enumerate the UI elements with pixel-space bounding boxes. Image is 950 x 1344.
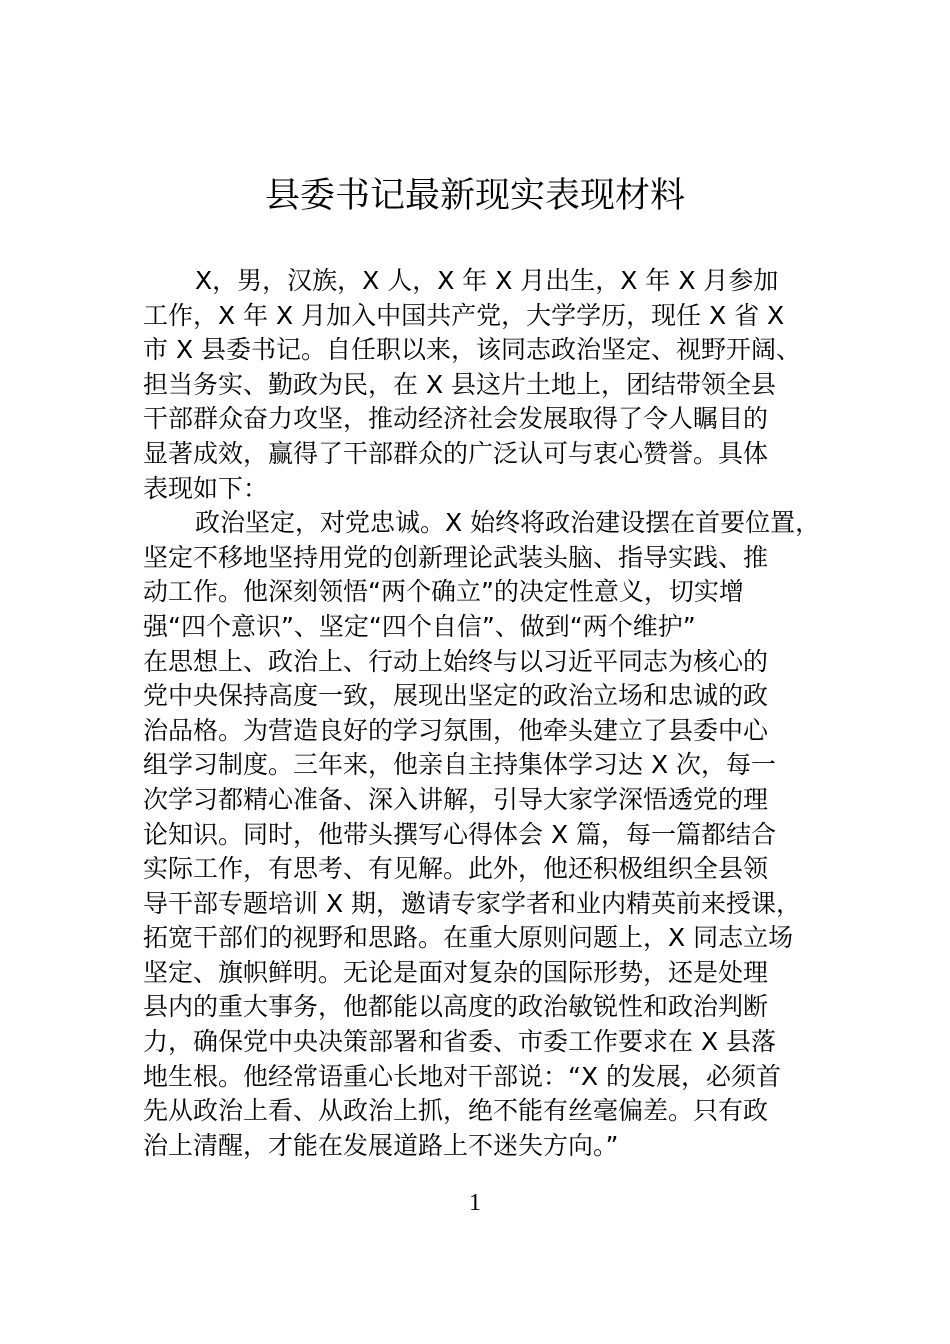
paragraph-line: 坚定、旗帜鲜明。无论是面对复杂的国际形势，还是处理: [143, 957, 769, 987]
paragraph-line: 导干部专题培训 X 期，邀请专家学者和业内精英前来授课，: [143, 888, 802, 918]
paragraph-intro: [143, 264, 843, 506]
paragraph-line: 拓宽干部们的视野和思路。在重大原则问题上，X 同志立场: [143, 923, 794, 953]
paragraph-line: 干部群众奋力攻坚，推动经济社会发展取得了令人瞩目的: [143, 404, 769, 434]
paragraph-line: 治上清醒，才能在发展道路上不迷失方向。”: [143, 1130, 619, 1160]
paragraph-line: 先从政治上看、从政治上抓，绝不能有丝毫偏差。只有政: [143, 1096, 769, 1126]
paragraph-line: 地生根。他经常语重心长地对干部说：“X 的发展，必须首: [143, 1061, 782, 1091]
paragraph-line: 表现如下：: [143, 473, 269, 503]
paragraph-line: 党中央保持高度一致，展现出坚定的政治立场和忠诚的政: [143, 681, 769, 711]
paragraph-line: 在思想上、政治上、行动上始终与以习近平同志为核心的: [143, 646, 769, 676]
paragraph-line: 政治坚定，对党忠诚。X 始终将政治建设摆在首要位置，: [195, 508, 821, 538]
paragraph-line: 论知识。同时，他带头撰写心得体会 X 篇，每一篇都结合: [143, 819, 777, 849]
paragraph-line: 县内的重大事务，他都能以高度的政治敏锐性和政治判断: [143, 992, 769, 1022]
paragraph-line: 次学习都精心准备、深入讲解，引导大家学深悟透党的理: [143, 784, 769, 814]
paragraph-line: 力，确保党中央决策部署和省委、市委工作要求在 X 县落: [143, 1027, 777, 1057]
paragraph-line: 组学习制度。三年来，他亲自主持集体学习达 X 次，每一: [143, 750, 777, 780]
paragraph-line: 强“四个意识”、坚定“四个自信”、做到“两个维护”: [143, 611, 696, 641]
paragraph-line: 实际工作，有思考、有见解。此外，他还积极组织全县领: [143, 854, 769, 884]
paragraph-line: 市 X 县委书记。自任职以来，该同志政治坚定、视野开阔、: [143, 335, 802, 365]
page-number: 1: [469, 1190, 481, 1216]
document-body: [143, 264, 843, 1163]
document-title: 县委书记最新现实表现材料: [264, 176, 685, 216]
paragraph-line: 显著成效，赢得了干部群众的广泛认可与衷心赞誉。具体: [143, 438, 769, 468]
paragraph-line: 坚定不移地坚持用党的创新理论武装头脑、指导实践、推: [143, 542, 769, 572]
paragraph-line: 动工作。他深刻领悟“两个确立”的决定性意义，切实增: [143, 577, 744, 607]
paragraph-line: X，男，汉族，X 人，X 年 X 月出生，X 年 X 月参加: [195, 266, 779, 295]
paragraph-line: 担当务实、勤政为民，在 X 县这片土地上，团结带领全县: [143, 369, 777, 399]
paragraph-political: [143, 506, 843, 1163]
paragraph-line: 工作，X 年 X 月加入中国共产党，大学学历，现任 X 省 X: [143, 300, 785, 330]
paragraph-line: 治品格。为营造良好的学习氛围，他牵头建立了县委中心: [143, 715, 769, 745]
